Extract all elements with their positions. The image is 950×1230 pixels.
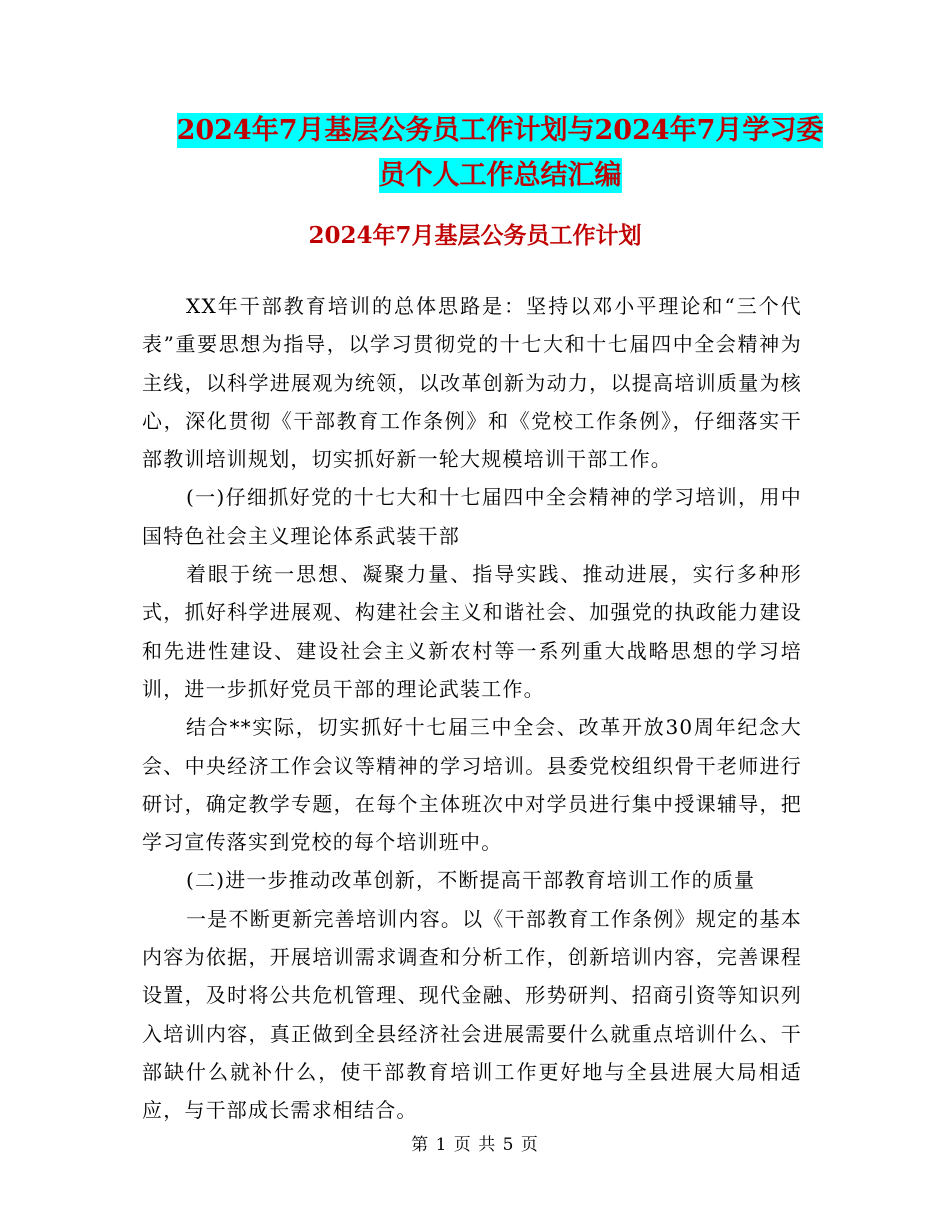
paragraph: (二)进一步推动改革创新，不断提高干部教育培训工作的质量 bbox=[186, 868, 756, 893]
document-title-line-1: 2024年7月基层公务员工作计划与2024年7月学习委 bbox=[176, 115, 824, 146]
paragraph: 结合**实际，切实抓好十七届三中全会、改革开放30周年纪念大会、中央经济工作会议等精神的学习培训。县委党校组织骨干老师进行研讨，确定教学专题，在每个主体班次中对学员进行集中授课辅导，把学习宣传落实到党校的每个培训班中。 bbox=[142, 715, 802, 855]
page-footer: 第 1 页 共 5 页 bbox=[411, 1135, 539, 1155]
paragraph: (一)仔细抓好党的十七大和十七届四中全会精神的学习培训，用中国特色社会主义理论体系武装干部 bbox=[142, 485, 802, 548]
paragraph: 着眼于统一思想、凝聚力量、指导实践、推动进展，实行多种形式，抓好科学进展观、构建社会主义和谐社会、加强党的执政能力建设和先进性建设、建设社会主义新农村等一系列重大战略思想的学习培训，进一步抓好党员干部的理论武装工作。 bbox=[142, 562, 802, 701]
paragraph: 一是不断更新完善培训内容。以《干部教育工作条例》规定的基本内容为依据，开展培训需求调查和分析工作，创新培训内容，完善课程设置，及时将公共危机管理、现代金融、形势研判、招商引资等知识列入培训内容，真正做到全县经济社会进展需要什么就重点培训什么、干部缺什么就补什么，使干部教育培训工作更好地与全县进展大局相适应，与干部成长需求相结合。 bbox=[142, 906, 802, 1123]
paragraph: XX年干部教育培训的总体思路是：坚持以邓小平理论和“三个代表”重要思想为指导，以学习贯彻党的十七大和十七届四中全会精神为主线，以科学进展观为统领，以改革创新为动力，以提高培训质量为核心，深化贯彻《干部教育工作条例》和《党校工作条例》，仔细落实干部教训培训规划，切实抓好新一轮大规模培训干部工作。 bbox=[142, 294, 802, 472]
document-title-line-2: 员个人工作总结汇编 bbox=[378, 160, 622, 191]
section-title: 2024年7月基层公务员工作计划 bbox=[308, 222, 642, 249]
document-body bbox=[142, 287, 802, 1130]
document-title bbox=[120, 108, 880, 198]
